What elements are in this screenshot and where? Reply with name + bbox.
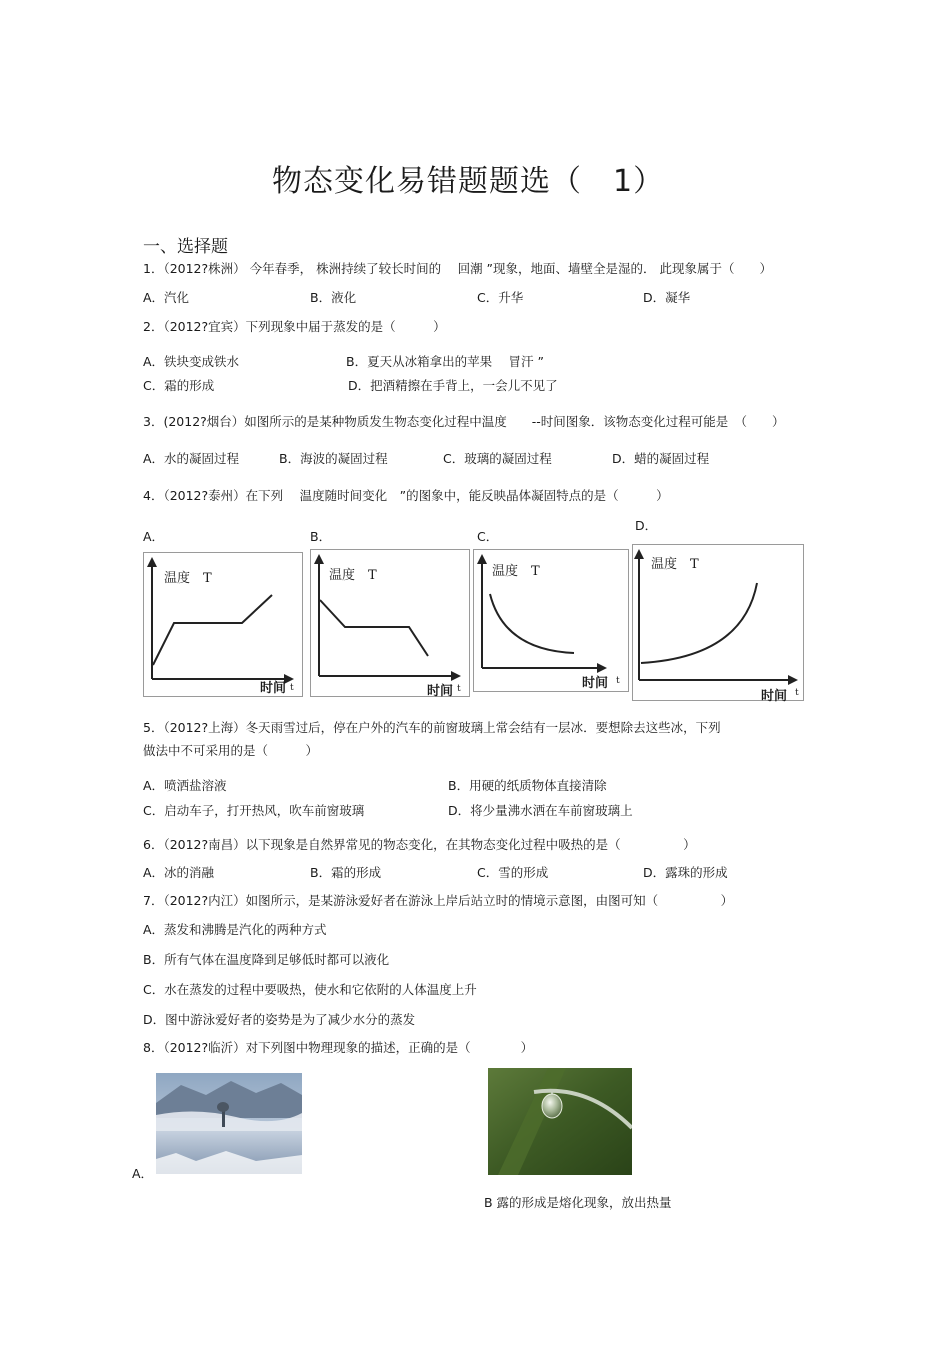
question-5-stem-line2: 做法中不可采用的是（ ）	[143, 743, 319, 758]
misty-lake-photo	[156, 1073, 302, 1174]
question-7-option-c: C．水在蒸发的过程中要吸热，使水和它依附的人体温度上升	[143, 982, 477, 997]
graph-c-ylabel: 温度 T	[492, 564, 540, 579]
question-5-stem-line1: 5．（2012?上海）冬天雨雪过后，停在户外的汽车的前窗玻璃上常会结有一层冰．要想除去这些冰，下列	[143, 720, 721, 735]
misty-lake-image	[156, 1073, 302, 1174]
question-5-option-a: A．喷洒盐溶液	[143, 778, 227, 793]
question-6-stem: 6．（2012?南昌）以下现象是自然界常见的物态变化，在其物态变化过程中吸热的是（ ）	[143, 837, 696, 852]
graph-c-xlabel: 时间	[582, 676, 609, 691]
question-1-option-a: A．汽化	[143, 290, 190, 305]
graph-d-t: t	[795, 688, 799, 698]
graph-b-xlabel: 时间	[427, 684, 454, 699]
question-4-option-c: C．	[477, 529, 499, 544]
question-7-option-a: A．蒸发和沸腾是汽化的两种方式	[143, 922, 327, 937]
question-7-option-b: B．所有气体在温度降到足够低时都可以液化	[143, 952, 390, 967]
question-6-option-c: C．雪的形成	[477, 865, 549, 880]
question-4-option-b: B．	[310, 529, 332, 544]
graph-a-t: t	[290, 683, 294, 693]
graph-a-xlabel: 时间	[260, 681, 287, 696]
question-1-option-b: B．液化	[310, 290, 357, 305]
question-3-option-d: D．蜡的凝固过程	[612, 451, 710, 466]
section-heading: 一、选择题	[143, 237, 228, 257]
question-4-stem: 4．（2012?泰州）在下列 温度随时间变化 ”的图象中，能反映晶体凝固特点的是（ ）	[143, 488, 669, 503]
question-1-option-d: D．凝华	[643, 290, 691, 305]
question-3-option-a: A．水的凝固过程	[143, 451, 240, 466]
question-1-stem: 1．（2012?株洲） 今年春季， 株洲持续了较长时间的 回潮 ”现象，地面、墙壁全是湿的． 此现象属于（ ）	[143, 261, 772, 276]
question-3-option-b: B．海波的凝固过程	[279, 451, 388, 466]
question-8-stem: 8．（2012?临沂）对下列图中物理现象的描述，正确的是（ ）	[143, 1040, 534, 1055]
question-3-option-c: C．玻璃的凝固过程	[443, 451, 552, 466]
question-5-option-c: C．启动车子，打开热风，吹车前窗玻璃	[143, 803, 365, 818]
question-6-option-b: B．霜的形成	[310, 865, 382, 880]
question-2-option-a: A．铁块变成铁水	[143, 354, 240, 369]
graph-c-t: t	[616, 676, 620, 686]
question-2-option-c: C．霜的形成	[143, 378, 215, 393]
graph-d-ylabel: 温度 T	[651, 557, 699, 572]
dewdrop-photo	[488, 1068, 632, 1175]
question-6-option-a: A．冰的消融	[143, 865, 215, 880]
graph-d-xlabel: 时间	[761, 689, 788, 704]
graph-a	[143, 552, 303, 697]
question-6-option-d: D．露珠的形成	[643, 865, 728, 880]
question-8-option-a: A．	[132, 1166, 154, 1181]
question-3-stem: 3．(2012?烟台）如图所示的是某种物质发生物态变化过程中温度 --时间图象．该物态变化过程可能是 （ ）	[143, 414, 785, 429]
graph-a-ylabel: 温度 T	[164, 571, 212, 586]
graph-d	[632, 544, 804, 704]
graph-b-ylabel: 温度 T	[329, 568, 377, 583]
question-2-option-d: D．把酒精擦在手背上，一会儿不见了	[348, 378, 558, 393]
question-8-option-b: B 露的形成是熔化现象，放出热量	[484, 1195, 672, 1210]
question-2-stem: 2．（2012?宜宾）下列现象中届于蒸发的是（ ）	[143, 319, 446, 334]
question-4-option-d: D．	[635, 518, 658, 533]
graph-b	[310, 549, 470, 697]
page-title: 物态变化易错题题选（ 1）	[272, 164, 665, 199]
question-5-option-b: B．用硬的纸质物体直接清除	[448, 778, 607, 793]
graph-b-t: t	[457, 684, 461, 694]
question-7-option-d: D．图中游泳爱好者的姿势是为了减少水分的蒸发	[143, 1012, 416, 1027]
question-2-option-b: B．夏天从冰箱拿出的苹果 冒汗 ”	[346, 354, 544, 369]
question-1-option-c: C．升华	[477, 290, 524, 305]
graph-c	[473, 549, 629, 692]
question-4-option-a: A．	[143, 529, 165, 544]
question-7-stem: 7．（2012?内江）如图所示，是某游泳爱好者在游泳上岸后站立时的情境示意图，由图可知（ ）	[143, 893, 734, 908]
question-5-option-d: D．将少量沸水洒在车前窗玻璃上	[448, 803, 633, 818]
dewdrop-image	[488, 1068, 632, 1175]
